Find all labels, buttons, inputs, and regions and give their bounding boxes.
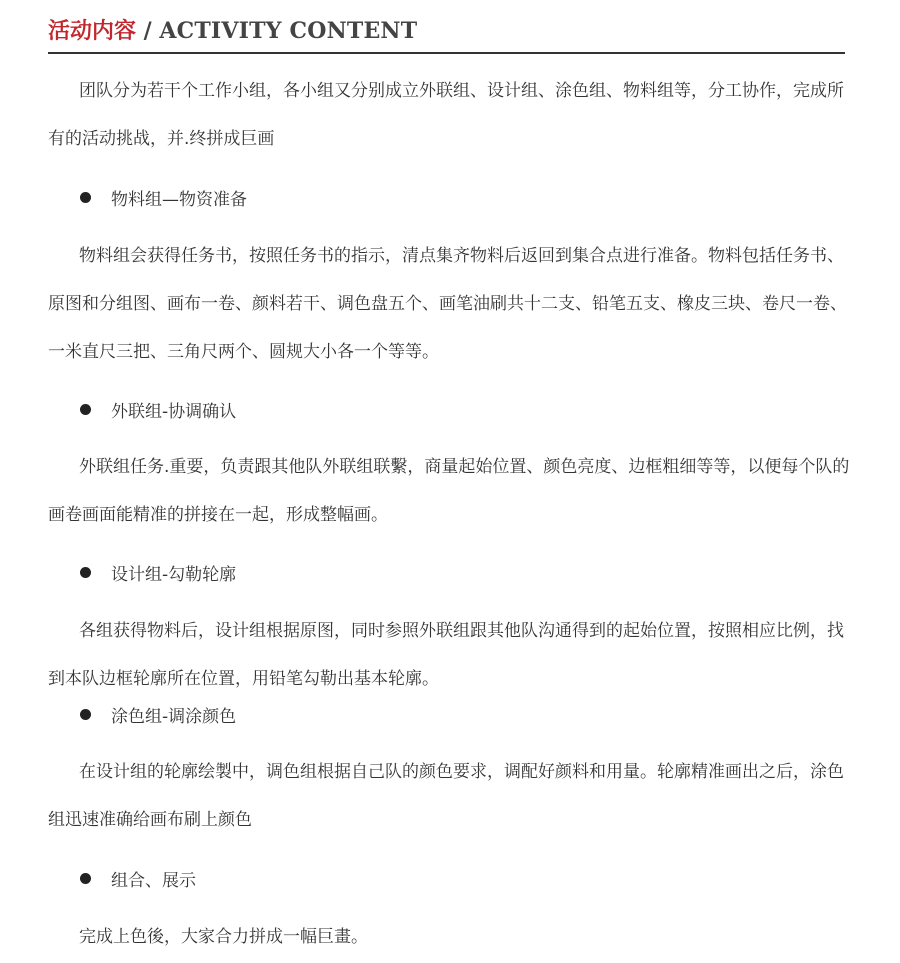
- bullet-icon: [80, 404, 91, 415]
- page-title: [48, 16, 417, 46]
- bullet-design: [80, 557, 236, 587]
- materials-paragraph: 物料组会获得任务书，按照任务书的指示，清点集齐物料后返回到集合点进行准备。物料包括任务书、原图和分组图、画布一卷、颜料若干、调色盘五个、画笔油刷共十二支、铅笔五支、橡皮三块、卷尺一卷、一米直尺三把、三角尺两个、圆规大小各一个等等。: [48, 246, 847, 362]
- bullet-coloring: [80, 699, 236, 729]
- title-english: ACTIVITY CONTENT: [159, 18, 418, 44]
- design-paragraph: 各组获得物料后，设计组根据原图，同时参照外联组跟其他队沟通得到的起始位置，按照相应比例，找到本队边框轮廓所在位置，用铅笔勾勒出基本轮廓。: [48, 621, 844, 689]
- bullet-heading: 涂色组-调涂颜色: [111, 706, 237, 727]
- title-chinese: 活动内容: [48, 18, 137, 44]
- bullet-assembly: [80, 863, 196, 893]
- bullet-icon: [80, 567, 91, 578]
- bullet-materials: [80, 182, 247, 212]
- bullet-heading: 物料组—物资准备: [111, 189, 247, 210]
- bullet-icon: [80, 192, 91, 203]
- bullet-liaison: [80, 394, 236, 424]
- title-separator: /: [136, 18, 160, 44]
- assembly-paragraph: 完成上色後，大家合力拼成一幅巨畫。: [79, 927, 368, 947]
- coloring-paragraph: 在设计组的轮廓绘製中，调色组根据自己队的颜色要求，调配好颜料和用量。轮廓精准画出之后，涂色组迅速准确给画布刷上颜色: [48, 762, 844, 830]
- bullet-heading: 外联组-协调确认: [111, 401, 237, 422]
- liaison-paragraph: 外联组任务.重要，负责跟其他队外联组联繫，商量起始位置、颜色亮度、边框粗细等等，以便每个队的画卷画面能精准的拼接在一起，形成整幅画。: [48, 457, 850, 525]
- bullet-heading: 设计组-勾勒轮廓: [111, 564, 237, 585]
- bullet-icon: [80, 709, 91, 720]
- bullet-heading: 组合、展示: [111, 870, 196, 891]
- bullet-icon: [80, 873, 91, 884]
- section-header: [48, 14, 845, 54]
- intro-paragraph: 团队分为若干个工作小组，各小组又分别成立外联组、设计组、涂色组、物料组等，分工协作，完成所有的活动挑战，并.终拼成巨画: [48, 81, 844, 149]
